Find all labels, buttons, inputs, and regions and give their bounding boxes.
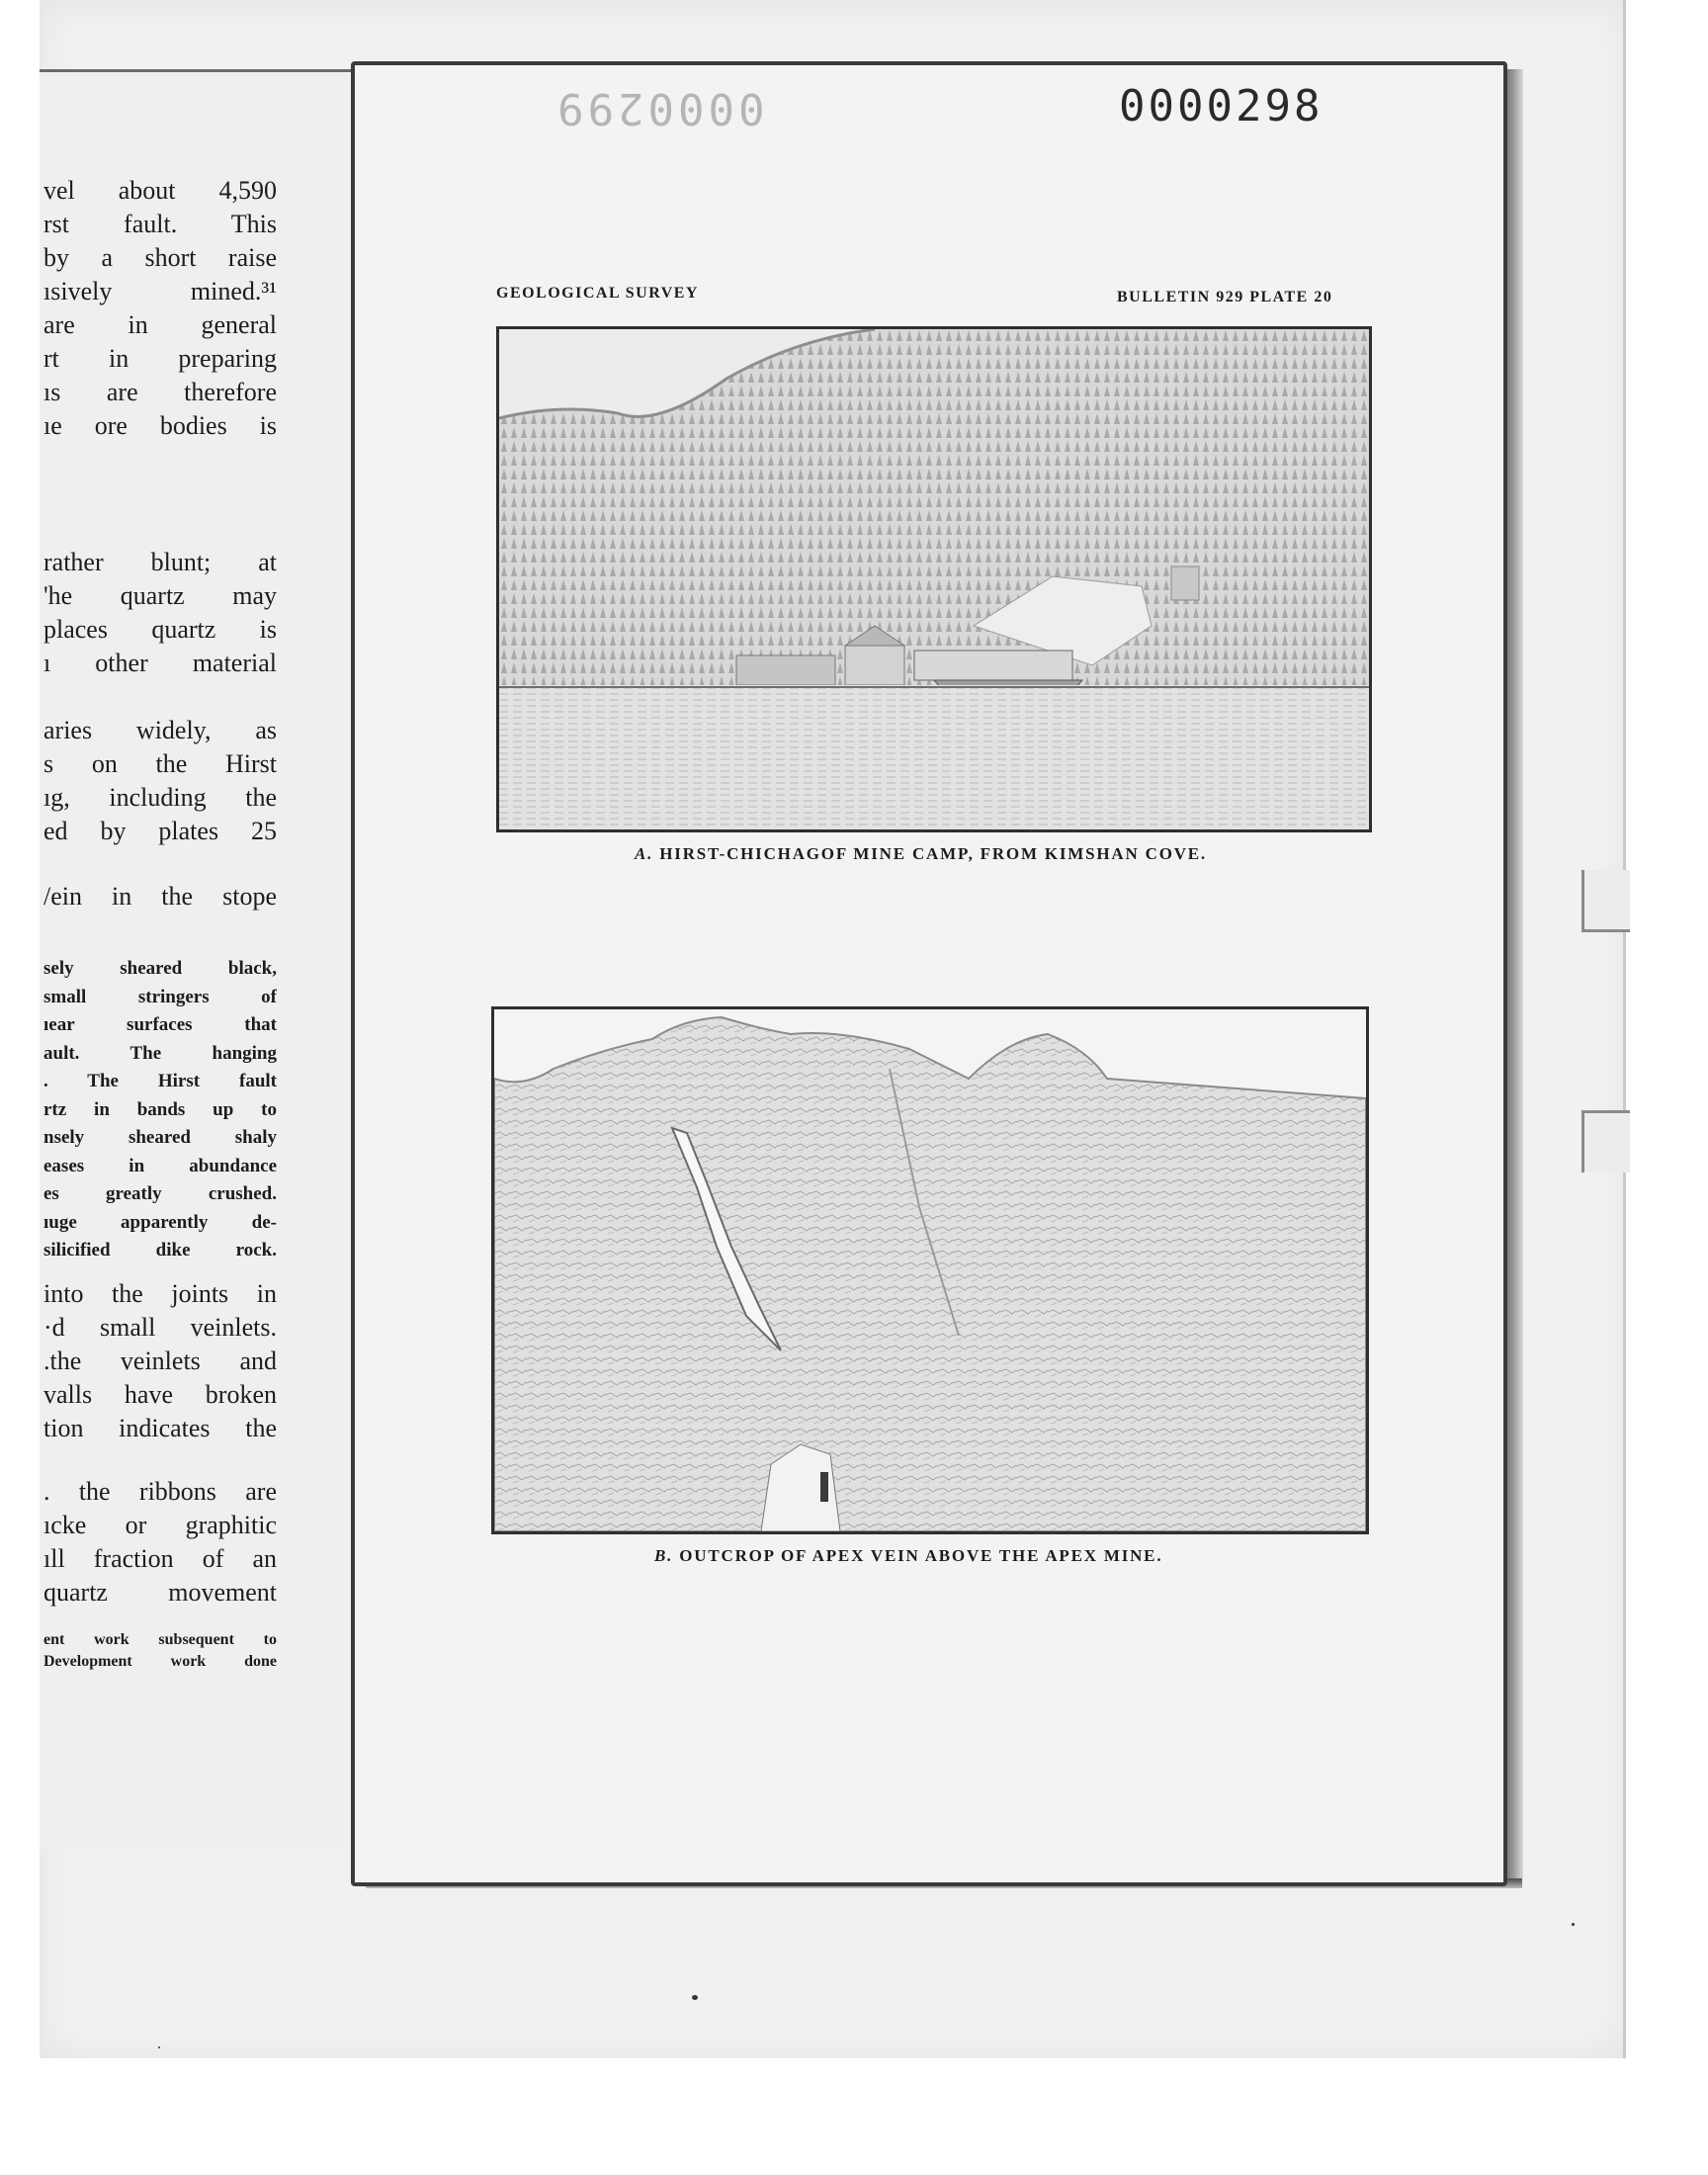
left-page-line: vel about 4,590 [43, 176, 277, 205]
caption-a-label: A. [635, 844, 654, 863]
binder-tab-upper [1581, 870, 1630, 932]
stamp-number: 0000298 [1119, 81, 1324, 131]
left-page-line: tion indicates the [43, 1414, 277, 1442]
scan-speck [158, 2046, 160, 2048]
binder-tab-lower [1581, 1110, 1630, 1173]
left-facing-page [40, 69, 358, 1849]
left-page-line: rtz in bands up to [43, 1098, 277, 1120]
left-page-line: ıuge apparently de- [43, 1211, 277, 1233]
left-page-line: sely sheared black, [43, 958, 277, 979]
left-page-line: ed by plates 25 [43, 817, 277, 845]
caption-b [654, 1546, 1162, 1566]
page-top-rule [40, 69, 354, 72]
left-page-line: rather blunt; at [43, 548, 277, 576]
left-page-line: ıll fraction of an [43, 1544, 277, 1573]
left-page-line: ıs are therefore [43, 378, 277, 406]
left-page-line: ıe ore bodies is [43, 411, 277, 440]
left-page-line: ı other material [43, 649, 277, 677]
left-page-line: ıcke or graphitic [43, 1511, 277, 1539]
left-page-line: are in general [43, 310, 277, 339]
left-page-line: by a short raise [43, 243, 277, 272]
left-page-line: /ein in the stope [43, 882, 277, 911]
left-page-line: nsely sheared shaly [43, 1127, 277, 1148]
left-page-line: s on the Hirst [43, 749, 277, 778]
left-page-line: rt in preparing [43, 344, 277, 373]
left-page-line: aries widely, as [43, 716, 277, 744]
left-page-line: . the ribbons are [43, 1477, 277, 1506]
left-page-line: silicified dike rock. [43, 1240, 277, 1261]
mine-camp-illustration [499, 329, 1369, 829]
left-page-line: into the joints in [43, 1279, 277, 1308]
photo-apex-outcrop [491, 1006, 1369, 1534]
left-page-line: ault. The hanging [43, 1042, 277, 1064]
left-page-line: quartz movement [43, 1578, 277, 1607]
left-page-line: places quartz is [43, 615, 277, 644]
left-page-line: ısively mined.³¹ [43, 277, 277, 305]
outcrop-illustration [494, 1009, 1366, 1531]
running-header-right: BULLETIN 929 PLATE 20 [1117, 289, 1333, 305]
left-page-line: ıg, including the [43, 783, 277, 812]
left-page-line: ·d small veinlets. [43, 1313, 277, 1342]
scan-speck [692, 1995, 698, 2000]
left-page-line: eases in abundance [43, 1155, 277, 1176]
left-page-line: small stringers of [43, 986, 277, 1007]
left-page-line: valls have broken [43, 1380, 277, 1409]
left-page-line: 'he quartz may [43, 581, 277, 610]
left-page-line: .the veinlets and [43, 1347, 277, 1375]
left-page-line: ent work subsequent to [43, 1631, 277, 1648]
caption-b-text: OUTCROP OF APEX VEIN ABOVE THE APEX MINE. [679, 1546, 1163, 1565]
sheet-edge [1623, 0, 1626, 2058]
left-page-line: ıear surfaces that [43, 1014, 277, 1035]
caption-b-label: B. [654, 1546, 674, 1565]
caption-a [635, 844, 1207, 864]
scan-speck [1572, 1923, 1575, 1926]
left-page-line: es greatly crushed. [43, 1183, 277, 1204]
left-page-line: Development work done [43, 1653, 277, 1670]
faded-stamp-number: 0000299 [554, 83, 765, 133]
running-header-left: GEOLOGICAL SURVEY [496, 285, 699, 302]
left-page-line: rst fault. This [43, 210, 277, 238]
caption-a-text: HIRST-CHICHAGOF MINE CAMP, FROM KIMSHAN COVE. [659, 844, 1207, 863]
photo-mine-camp [496, 326, 1372, 832]
left-page-line: . The Hirst fault [43, 1071, 277, 1091]
